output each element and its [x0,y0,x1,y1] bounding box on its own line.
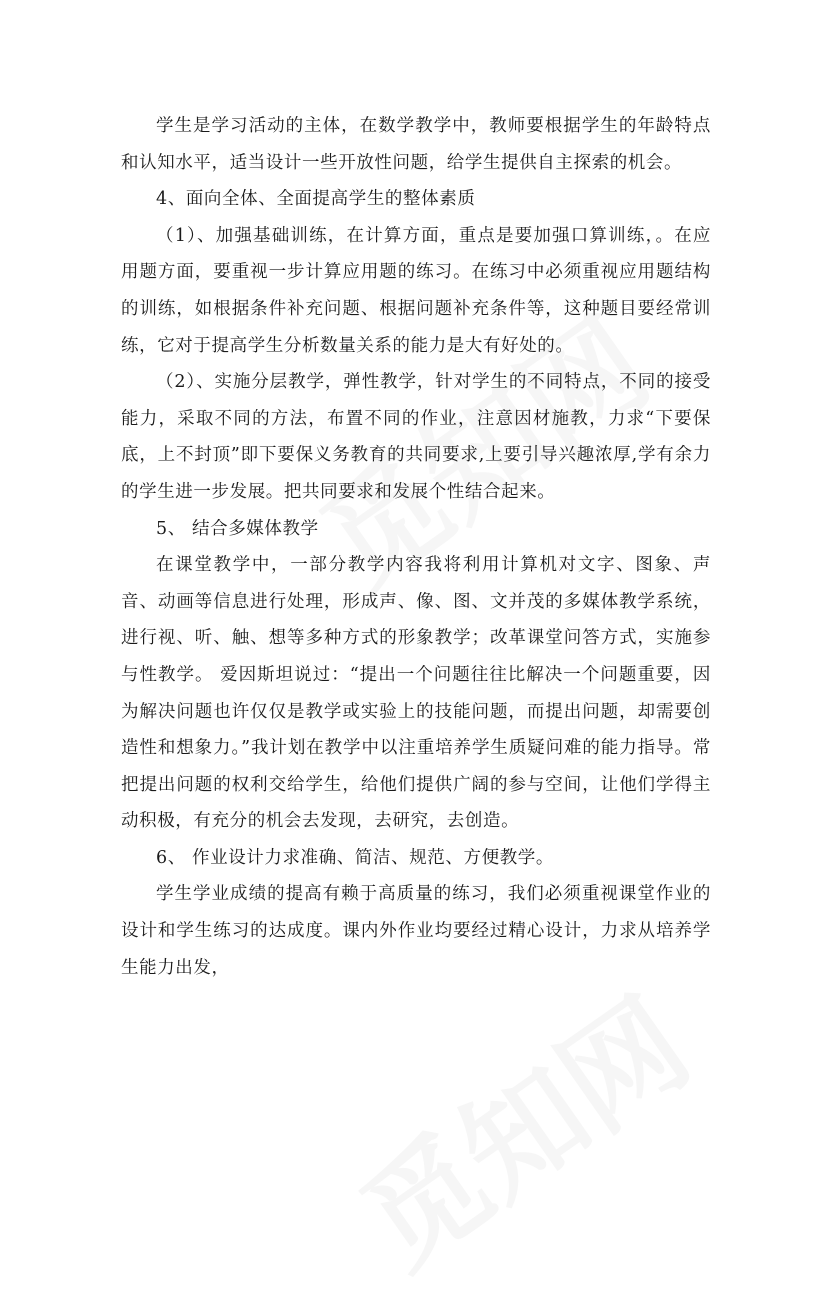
paragraph-student-subject: 学生是学习活动的主体，在数学教学中，教师要根据学生的年龄特点和认知水平，适当设计一些开放性问题，给学生提供自主探索的机会。 [121,116,711,173]
heading-section-5: 5、 结合多媒体教学 [156,518,319,539]
paragraph-item-2: （2）、实施分层教学，弹性教学，针对学生的不同特点，不同的接受能力，采取不同的方法，布置不同的作业，注意因材施教，力求“下要保底，上不封顶”即下要保义务教育的共同要求,上要引导兴趣浓厚,学有余力的学生进一步发展。把共同要求和发展个性结合起来。 [121,372,711,502]
watermark [323,952,717,1299]
heading-section-4: 4、面向全体、全面提高学生的整体素质 [156,189,476,210]
paragraph-multimedia: 在课堂教学中，一部分教学内容我将利用计算机对文字、图象、声音、动画等信息进行处理，形成声、像、图、文并茂的多媒体教学系统，进行视、听、触、想等多种方式的形象教学；改革课堂问答方式，实施参与性教学。 爱因斯坦说过：“提出一个问题往往比解决一个问题重要，因为解决问题也许仅仅是教学或实验上的技能问题，而提出问题，却需要创造性和想象力。”我计划在教学中以注重培养学生质疑问难的能力指导。常把提出问题的权利交给学生，给他们提供广阔的参与空间，让他们学得主动积极，有充分的机会去发现，去研究，去创造。 [121,555,711,832]
heading-section-6: 6、 作业设计力求准确、简洁、规范、方便教学。 [156,847,554,868]
paragraph-homework: 学生学业成绩的提高有赖于高质量的练习，我们必须重视课堂作业的设计和学生练习的达成度。课内外作业均要经过精心设计，力求从培养学生能力出发， [121,884,711,978]
document-body [121,108,711,986]
paragraph-item-1: （1）、加强基础训练，在计算方面，重点是要加强口算训练，。在应用题方面，要重视一步计算应用题的练习。在练习中必须重视应用题结构的训练，如根据条件补充问题、根据问题补充条件等，这种题目要经常训练，它对于提高学生分析数量关系的能力是大有好处的。 [121,225,711,356]
